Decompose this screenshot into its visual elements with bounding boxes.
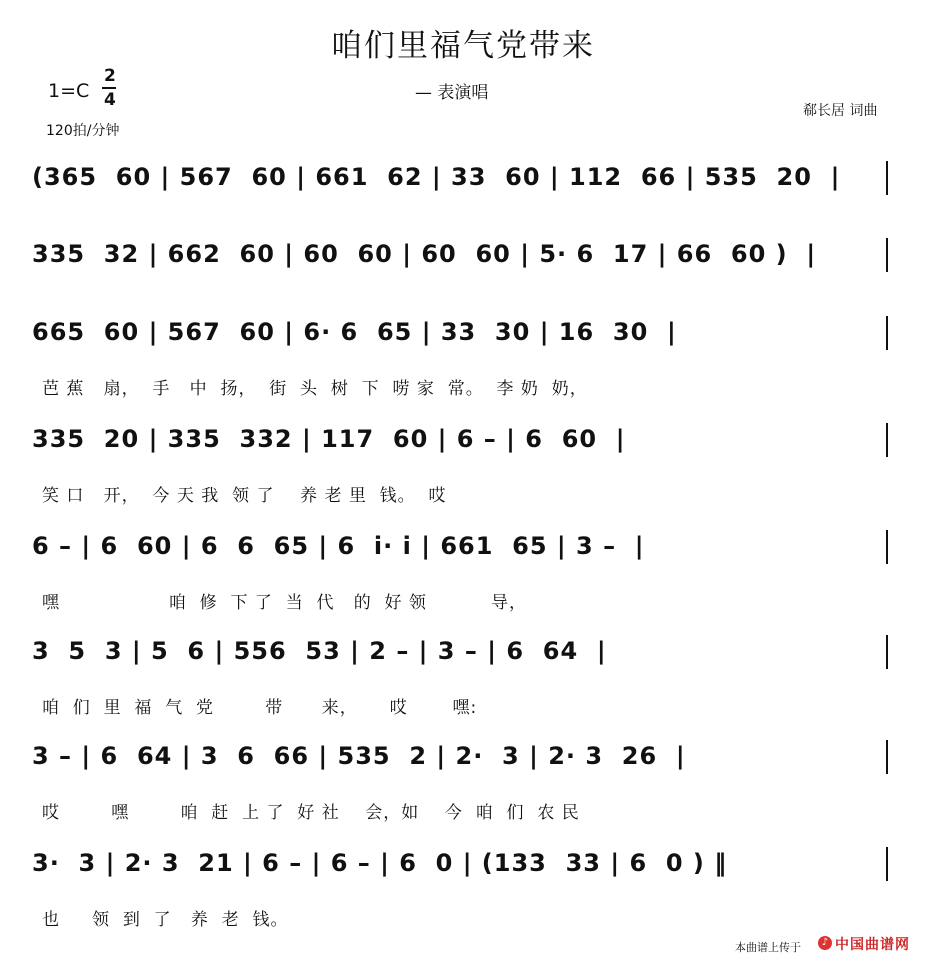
logo-text: 中国曲谱网 <box>835 937 910 953</box>
notation-line: 665 60 | 567 60 | 6· 6 65 | 33 30 | 16 30 | <box>32 318 677 346</box>
notation-line: (365 60 | 567 60 | 661 62 | 33 60 | 112 66 | 535 20 | <box>32 163 841 191</box>
lyric-line: 嘿 咱 修 下 了 当 代 的 好 领 导， <box>42 593 527 613</box>
barline <box>886 161 888 195</box>
time-signature-line <box>102 87 116 89</box>
notation-line: 3 5 3 | 5 6 | 556 53 | 2 – | 3 – | 6 64 | <box>32 637 607 665</box>
key-signature: 1=C <box>48 80 90 102</box>
barline <box>886 635 888 669</box>
lyric-line: 芭 蕉 扇， 手 中 扬， 街 头 树 下 唠 家 常。 李 奶 奶， <box>42 379 588 399</box>
barline <box>886 530 888 564</box>
lyric-line: 也 领 到 了 养 老 钱。 <box>42 910 289 930</box>
notation-line: 3· 3 | 2· 3 21 | 6 – | 6 – | 6 0 | (133 33 | 6 0 ) ‖ <box>32 849 728 877</box>
barline <box>886 847 888 881</box>
score-title: 咱们里福气党带来 <box>331 28 595 64</box>
barline <box>886 316 888 350</box>
notation-line: 3 – | 6 64 | 3 6 66 | 535 2 | 2· 3 | 2· 3 26 | <box>32 742 686 770</box>
notation-line: 335 32 | 662 60 | 60 60 | 60 60 | 5· 6 17 | 66 60 ) | <box>32 240 817 268</box>
notation-line: 6 – | 6 60 | 6 6 65 | 6 i· i | 661 65 | 3 – | <box>32 532 645 560</box>
barline <box>886 423 888 457</box>
lyric-line: 笑 口 开， 今 天 我 领 了 养 老 里 钱。 哎 <box>42 486 447 506</box>
tempo-marking: 120拍/分钟 <box>46 123 120 139</box>
composer-credit: 郗长居 词曲 <box>803 103 878 119</box>
time-signature-bottom: 4 <box>104 90 116 110</box>
time-signature-top: 2 <box>104 66 116 86</box>
lyric-line: 咱 们 里 福 气 党 带 来， 哎 嘿: <box>42 698 478 718</box>
barline <box>886 740 888 774</box>
performance-style: — 表演唱 <box>415 83 489 103</box>
footer-upload-text: 本曲谱上传于 <box>735 941 801 954</box>
lyric-line: 哎 嘿 咱 赶 上 了 好 社 会，如 今 咱 们 农 民 <box>42 803 580 823</box>
barline <box>886 238 888 272</box>
notation-line: 335 20 | 335 332 | 117 60 | 6 – | 6 60 | <box>32 425 626 453</box>
logo-icon: ♪ <box>818 936 832 950</box>
